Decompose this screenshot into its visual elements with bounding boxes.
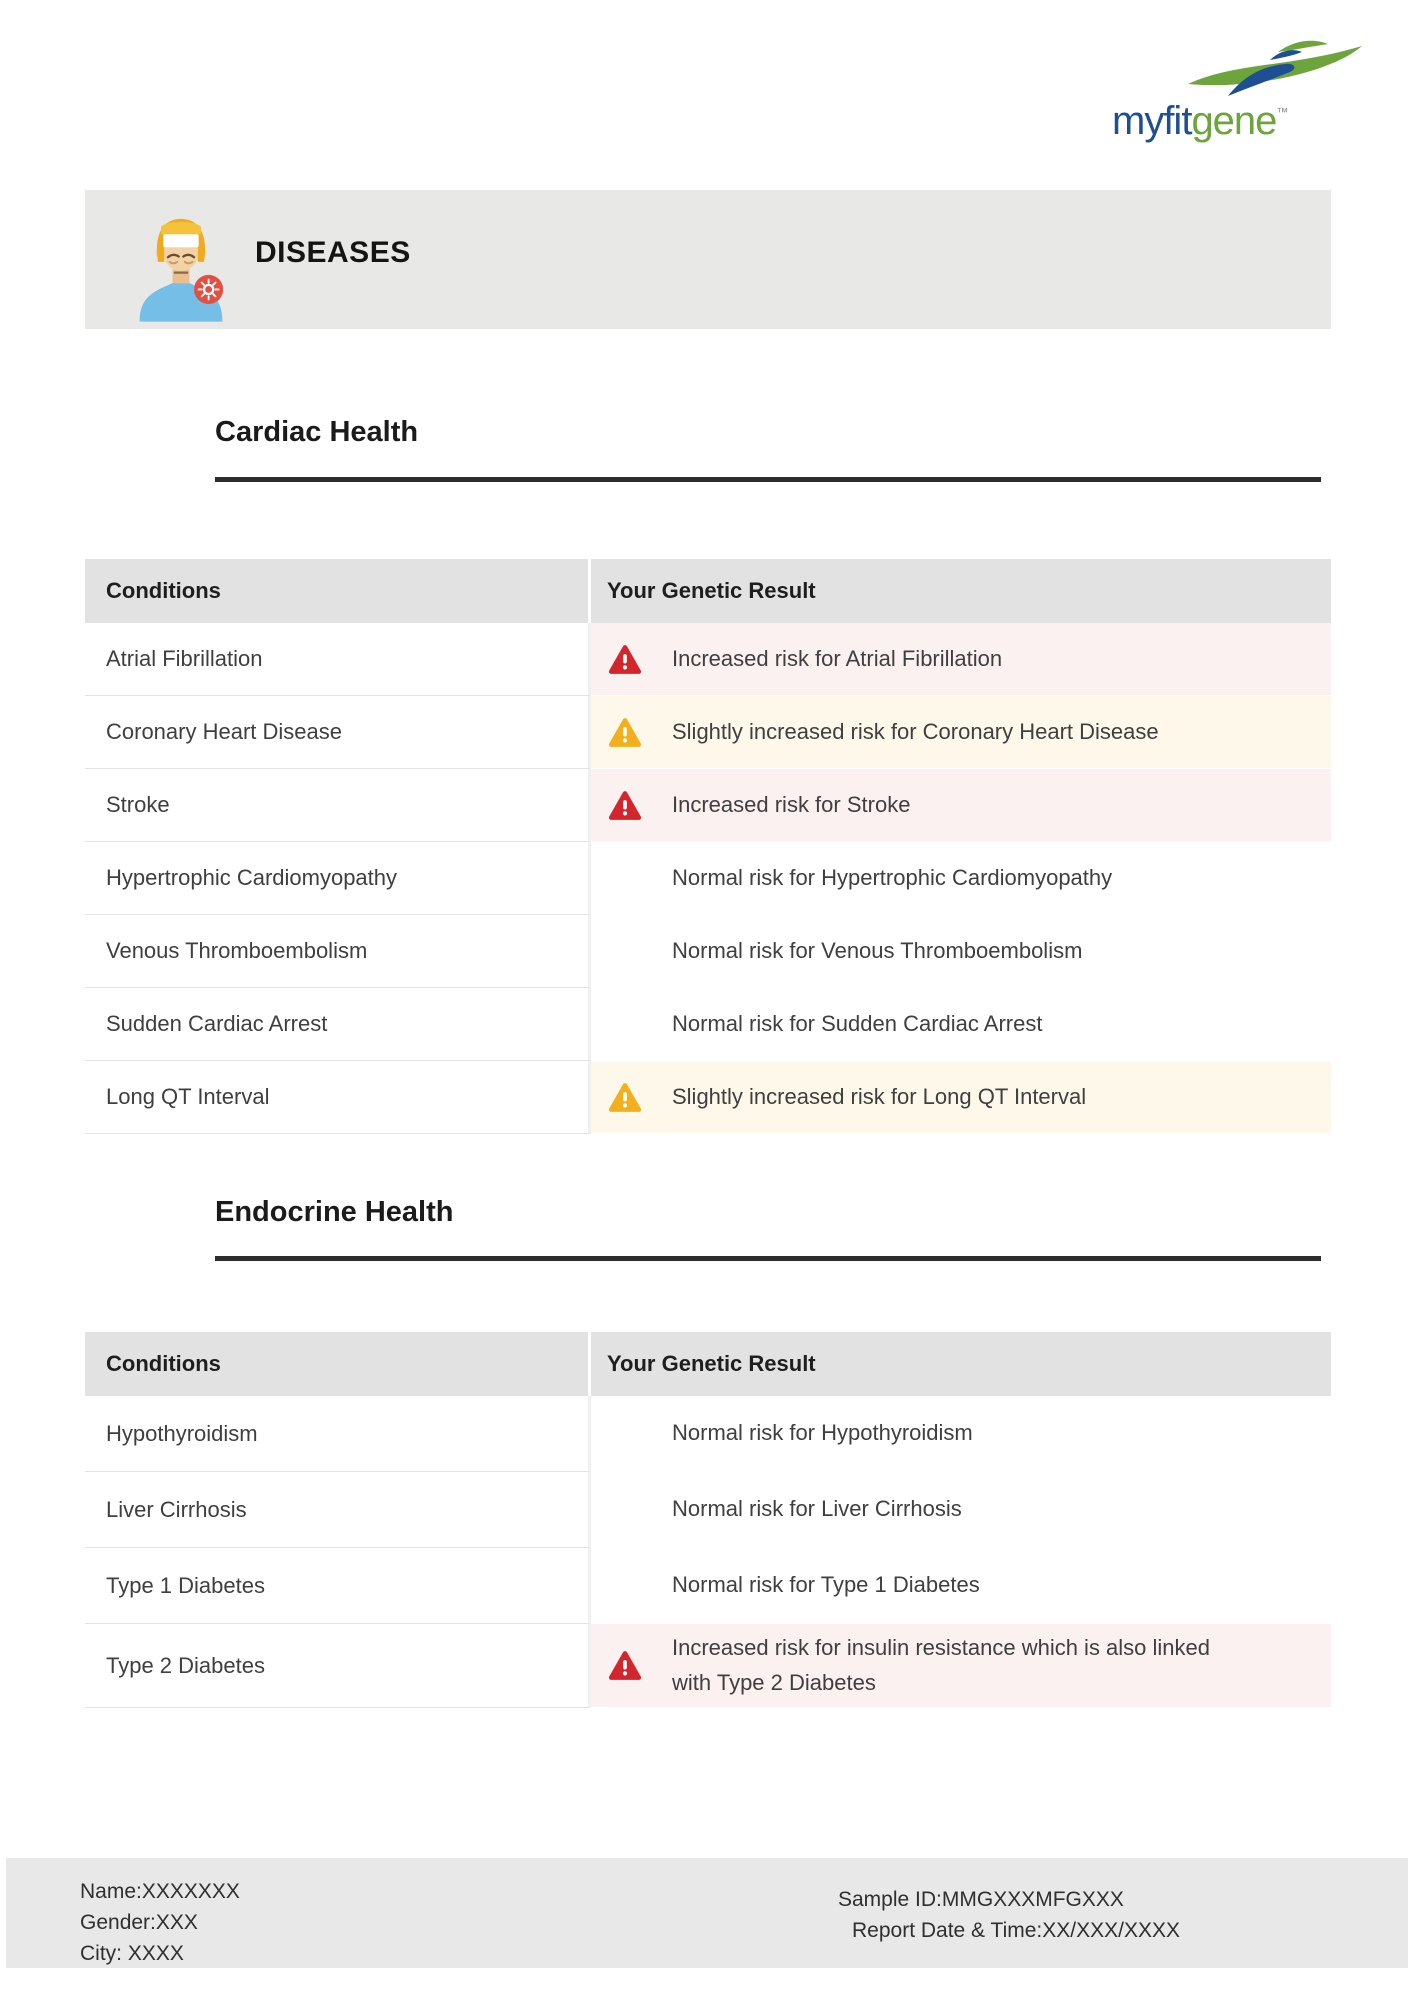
table-row [85, 696, 1331, 769]
result-text: Slightly increased risk for Long QT Interval [672, 1083, 1087, 1109]
report-datetime: Report Date & Time:XX/XXX/XXXX [852, 1919, 1180, 1942]
result-text: Normal risk for Sudden Cardiac Arrest [672, 1010, 1043, 1036]
column-header-result: Your Genetic Result [591, 1332, 1331, 1396]
condition-cell: Long QT Interval [85, 1061, 591, 1134]
table-row [85, 1624, 1331, 1708]
condition-cell: Hypothyroidism [85, 1396, 591, 1472]
result-cell [591, 842, 1331, 915]
table-row [85, 1472, 1331, 1548]
footer-band [6, 1858, 1408, 1968]
warning-triangle-icon [607, 642, 643, 676]
trademark-symbol: ™ [1276, 105, 1289, 119]
endocrine-health-table [85, 1332, 1331, 1708]
condition-cell: Liver Cirrhosis [85, 1472, 591, 1548]
table-row [85, 915, 1331, 988]
page-title: DISEASES [255, 235, 411, 269]
caution-triangle-icon [607, 1080, 643, 1114]
result-text: Slightly increased risk for Coronary Heart Disease [672, 718, 1159, 744]
result-text: Normal risk for Hypertrophic Cardiomyopathy [672, 864, 1113, 890]
diseases-banner [85, 190, 1331, 329]
result-cell [591, 623, 1331, 696]
heading-underline [215, 1256, 1321, 1261]
logo-part-myfit: myfit [1112, 99, 1192, 143]
result-text: Normal risk for Hypothyroidism [672, 1420, 973, 1446]
myfitgene-logo [1104, 36, 1404, 144]
result-cell [591, 1472, 1331, 1548]
table-row [85, 1061, 1331, 1134]
caution-triangle-icon [607, 715, 643, 749]
warning-triangle-icon [607, 1649, 643, 1683]
table-row [85, 988, 1331, 1061]
icon-spacer [607, 1007, 643, 1041]
result-text: Normal risk for Venous Thromboembolism [672, 937, 1083, 963]
result-text: Increased risk for Atrial Fibrillation [672, 645, 1003, 671]
section-heading-endocrine: Endocrine Health [215, 1196, 454, 1228]
result-text: Increased risk for insulin resistance which is also linked with Type 2 Diabetes [672, 1635, 1211, 1695]
icon-spacer [607, 1417, 643, 1451]
patient-gender: Gender:XXX [80, 1911, 198, 1934]
result-cell [591, 1396, 1331, 1472]
condition-cell: Atrial Fibrillation [85, 623, 591, 696]
column-header-result: Your Genetic Result [591, 559, 1331, 623]
result-cell [591, 988, 1331, 1061]
runner-swoosh-icon [1182, 38, 1367, 100]
result-cell [591, 1548, 1331, 1624]
table-row [85, 842, 1331, 915]
result-cell [591, 769, 1331, 842]
warning-triangle-icon [607, 788, 643, 822]
column-header-conditions: Conditions [85, 1332, 591, 1396]
condition-cell: Venous Thromboembolism [85, 915, 591, 988]
result-cell [591, 696, 1331, 769]
cardiac-health-table [85, 559, 1331, 1134]
sample-id: Sample ID:MMGXXXMFGXXX [838, 1888, 1124, 1911]
icon-spacer [607, 934, 643, 968]
sick-person-icon [135, 210, 227, 326]
icon-spacer [607, 1569, 643, 1603]
condition-cell: Sudden Cardiac Arrest [85, 988, 591, 1061]
table-row [85, 769, 1331, 842]
result-cell [591, 915, 1331, 988]
result-text: Increased risk for Stroke [672, 791, 911, 817]
patient-city: City: XXXX [80, 1942, 184, 1965]
result-cell [591, 1624, 1331, 1708]
table-row [85, 1396, 1331, 1472]
table-row [85, 1548, 1331, 1624]
patient-name: Name:XXXXXXX [80, 1880, 240, 1903]
condition-cell: Stroke [85, 769, 591, 842]
table-header-row [85, 559, 1331, 623]
logo-wordmark [1112, 99, 1288, 144]
condition-cell: Hypertrophic Cardiomyopathy [85, 842, 591, 915]
icon-spacer [607, 861, 643, 895]
result-text: Normal risk for Type 1 Diabetes [672, 1572, 980, 1598]
heading-underline [215, 477, 1321, 482]
sample-info [838, 1884, 1180, 1946]
condition-cell: Type 2 Diabetes [85, 1624, 591, 1708]
icon-spacer [607, 1493, 643, 1527]
table-header-row [85, 1332, 1331, 1396]
result-text: Normal risk for Liver Cirrhosis [672, 1496, 962, 1522]
column-header-conditions: Conditions [85, 559, 591, 623]
condition-cell: Type 1 Diabetes [85, 1548, 591, 1624]
patient-info [80, 1876, 240, 1969]
table-row [85, 623, 1331, 696]
section-heading-cardiac: Cardiac Health [215, 416, 419, 448]
result-cell [591, 1061, 1331, 1134]
logo-part-gene: gene [1191, 99, 1277, 143]
condition-cell: Coronary Heart Disease [85, 696, 591, 769]
